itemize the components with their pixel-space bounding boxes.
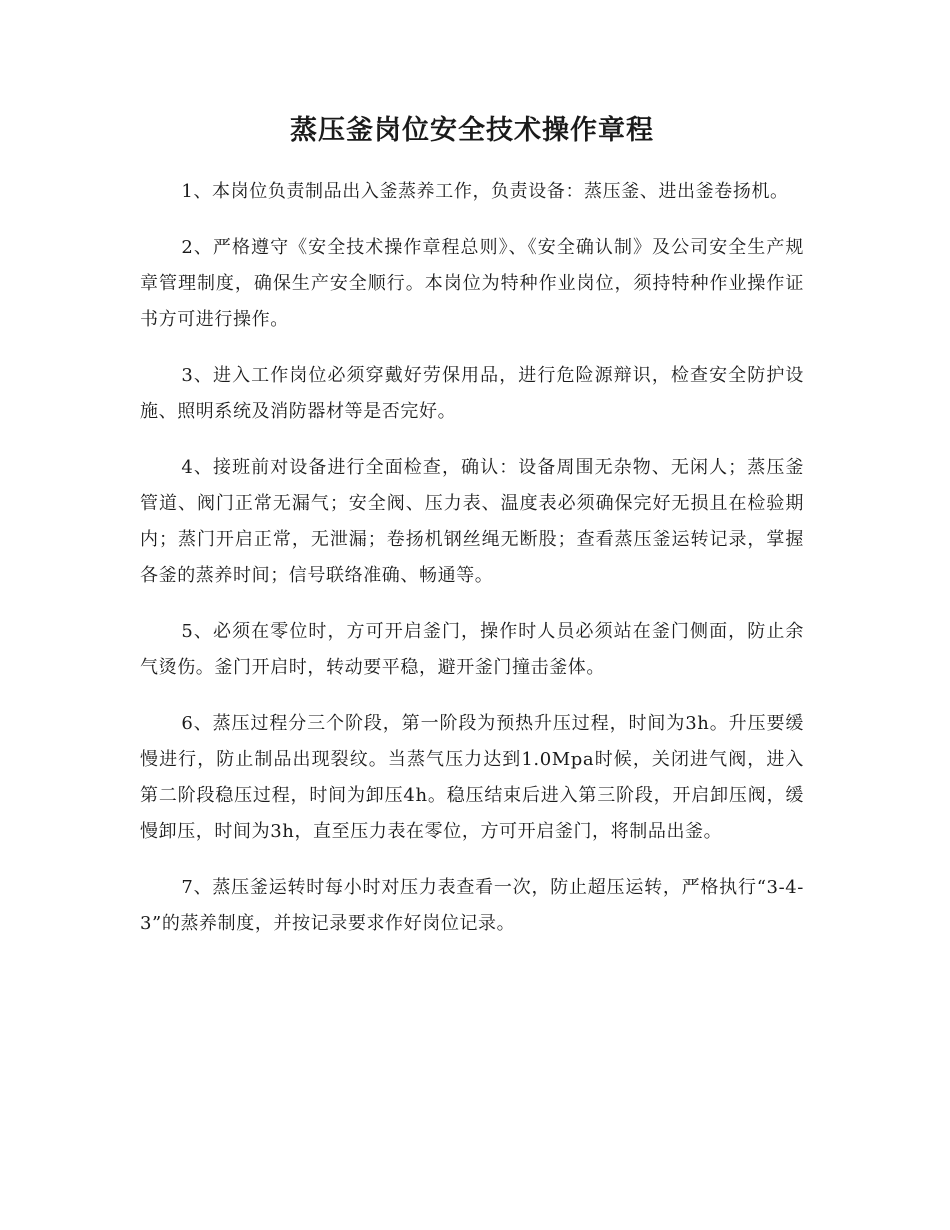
paragraph-5: 5、必须在零位时，方可开启釜门，操作时人员必须站在釜门侧面，防止余气烫伤。釜门开启时，转动要平稳，避开釜门撞击釜体。 [140, 621, 804, 678]
paragraph-4: 4、接班前对设备进行全面检查，确认：设备周围无杂物、无闲人；蒸压釜管道、阀门正常无漏气；安全阀、压力表、温度表必须确保完好无损且在检验期内；蒸门开启正常，无泄漏；卷扬机钢丝绳无断股；查看蒸压釜运转记录，掌握各釜的蒸养时间；信号联络准确、畅通等。 [140, 457, 804, 586]
paragraph-7: 7、蒸压釜运转时每小时对压力表查看一次，防止超压运转，严格执行“3-4-3”的蒸养制度，并按记录要求作好岗位记录。 [140, 877, 804, 934]
paragraph-2: 2、严格遵守《安全技术操作章程总则》、《安全确认制》及公司安全生产规章管理制度，确保生产安全顺行。本岗位为特种作业岗位，须持特种作业操作证书方可进行操作。 [140, 237, 804, 330]
paragraph-6: 6、蒸压过程分三个阶段，第一阶段为预热升压过程，时间为3h。升压要缓慢进行，防止制品出现裂纹。当蒸气压力达到1.0Mpa时候，关闭进气阀，进入第二阶段稳压过程，时间为卸压4h。稳压结束后进入第三阶段，开启卸压阀，缓慢卸压，时间为3h，直至压力表在零位，方可开启釜门，将制品出釜。 [140, 713, 804, 842]
document-title: 蒸压釜岗位安全技术操作章程 [290, 115, 654, 146]
paragraph-1: 1、本岗位负责制品出入釜蒸养工作，负责设备：蒸压釜、进出釜卷扬机。 [181, 181, 789, 202]
document-page [140, 108, 804, 962]
paragraph-3: 3、进入工作岗位必须穿戴好劳保用品，进行危险源辩识，检查安全防护设施、照明系统及消防器材等是否完好。 [140, 365, 804, 422]
